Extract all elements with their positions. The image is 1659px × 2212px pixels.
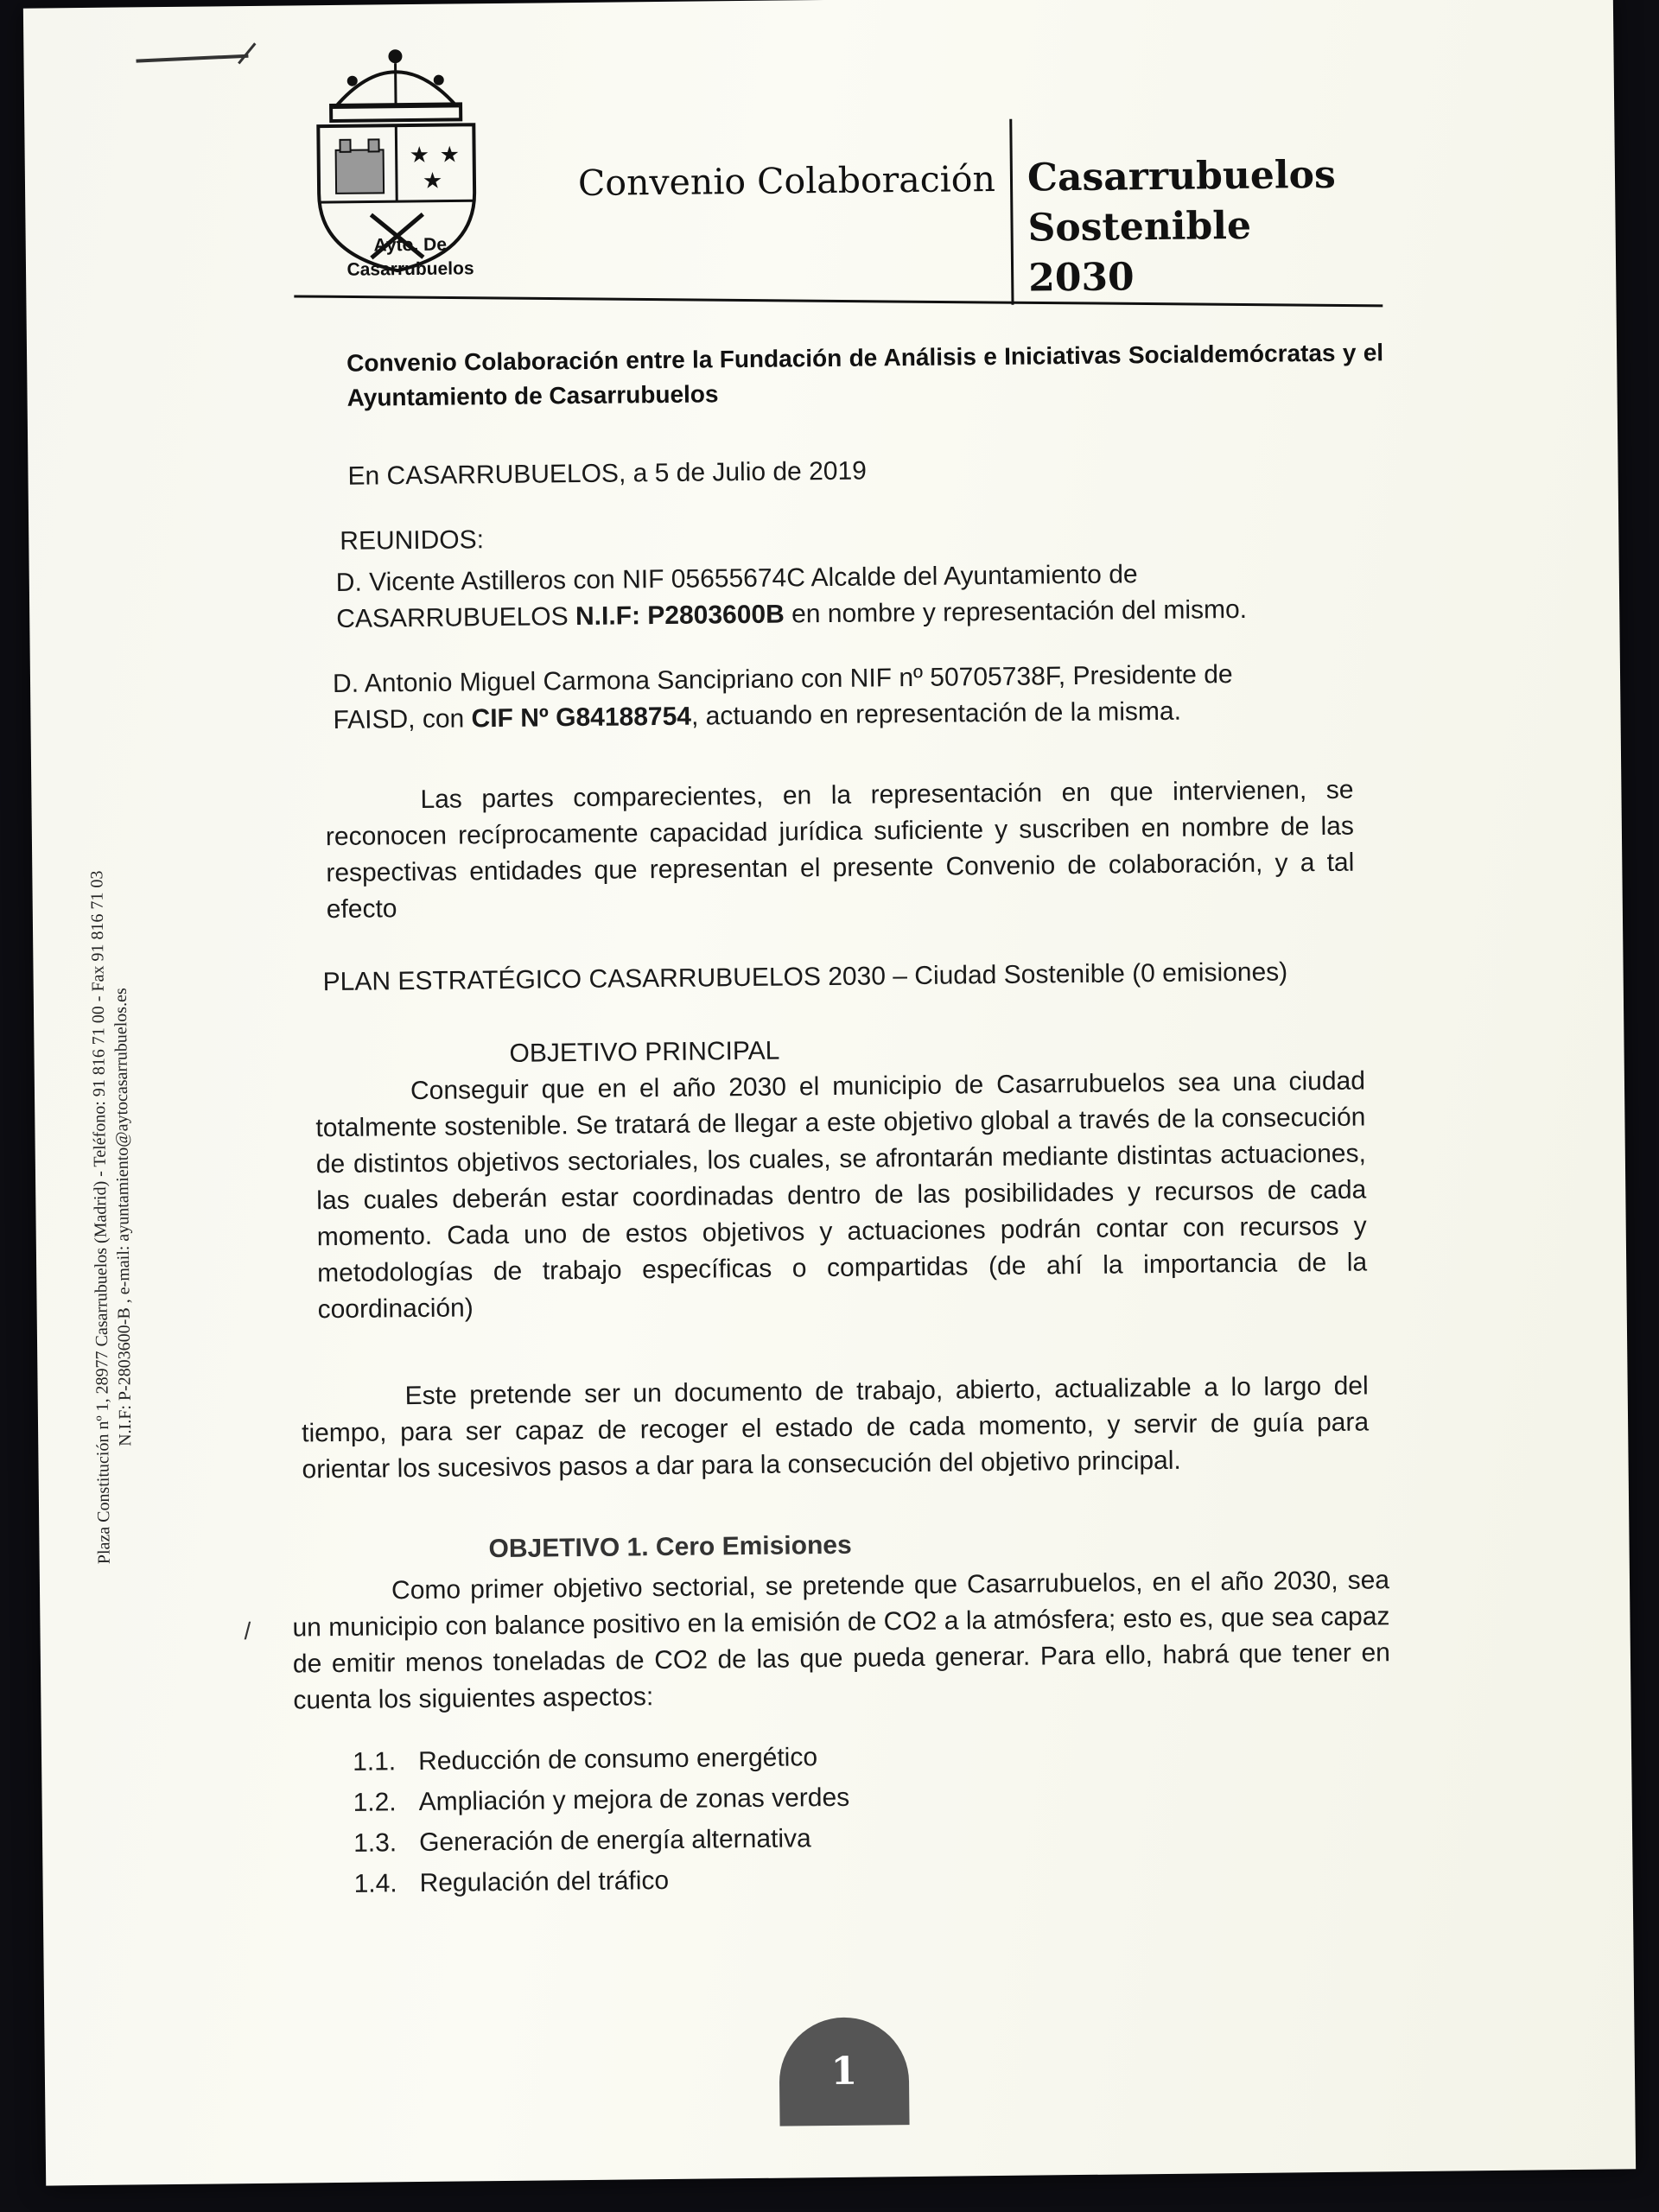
list-item <box>353 1818 850 1864</box>
svg-text:★: ★ <box>409 141 430 168</box>
crest-label-line: Casarrubuelos <box>346 258 474 280</box>
side-contact-line: Plaza Constitución nº 1, 28977 Casarrubuelos (Madrid) - Teléfono: 91 816 71 00 - Fax 91 816 71 03 <box>87 870 114 1565</box>
paragraph-text: D. Vicente Astilleros con NIF 05655674C Alcalde del Ayuntamiento de CASARRUBUELOS <box>335 560 1138 633</box>
place-date: En CASARRUBUELOS, a 5 de Julio de 2019 <box>347 456 868 491</box>
paragraph-presidente <box>333 656 1319 739</box>
svg-text:★: ★ <box>439 141 461 168</box>
list-item <box>353 1859 850 1904</box>
paragraph-text: en nombre y representación del mismo. <box>784 594 1248 629</box>
objetivo1-heading: OBJETIVO 1. Cero Emisiones <box>488 1530 852 1564</box>
header-project-line: Sostenible <box>1027 203 1252 251</box>
header-project-line: Casarrubuelos <box>1027 152 1336 200</box>
header-title: Convenio Colaboración <box>577 157 996 204</box>
nif-value: N.I.F: P2803600B <box>575 600 785 632</box>
list-item-number: 1.4. <box>353 1869 397 1898</box>
pen-mark <box>136 54 248 63</box>
reunidos-heading: REUNIDOS: <box>340 525 485 556</box>
pen-mark <box>238 42 267 73</box>
list-item-text: Reducción de consumo energético <box>417 1743 818 1777</box>
list-item-text: Regulación del tráfico <box>419 1866 670 1898</box>
page-number-badge: 1 <box>779 2017 909 2126</box>
cif-value: CIF Nº G84188754 <box>471 702 692 734</box>
list-item-number: 1.1. <box>352 1747 397 1777</box>
document-page <box>23 0 1636 2186</box>
list-item-number: 1.3. <box>353 1828 397 1858</box>
plan-heading: PLAN ESTRATÉGICO CASARRUBUELOS 2030 – Ciudad Sostenible (0 emisiones) <box>322 957 1288 997</box>
header-project-name <box>1027 150 1338 304</box>
list-item-text: Ampliación y mejora de zonas verdes <box>418 1783 850 1817</box>
list-item-text: Generación de energía alternativa <box>418 1824 811 1858</box>
side-contact-line: N.I.F: P-2803600-B , e-mail: ayuntamiento@aytocasarrubuelos.es <box>111 988 136 1446</box>
list-item <box>353 1777 849 1823</box>
side-contact-info <box>85 733 140 1700</box>
paragraph-partes: Las partes comparecientes, en la representación en que intervienen, se reconocen recíprocamente capacidad jurídica suficiente y suscriben en nombre de las respectivas entidades que representan el presente Convenio de colaboración, y a tal efecto <box>325 775 1355 925</box>
paragraph-objetivo1: Como primer objetivo sectorial, se pretende que Casarrubuelos, en el año 2030, sea un municipio con balance positivo en la emisión de CO2 a la atmósfera; esto es, que sea capaz de emitir menos toneladas de CO2 de las que pueda generar. Para ello, habrá que tener en cuenta los siguientes aspectos: <box>292 1566 1391 1715</box>
list-item <box>353 1737 849 1783</box>
paragraph-text: , actuando en representación de la misma. <box>690 696 1182 731</box>
svg-text:★: ★ <box>422 167 443 194</box>
crest-label-line: Ayto. De <box>373 234 448 256</box>
document-title: Convenio Colaboración entre la Fundación de Análisis e Iniciativas Socialdemócratas y el Ayuntamiento de Casarrubuelos <box>346 339 1384 411</box>
crest-label <box>311 232 511 283</box>
objetivo-principal-heading: OBJETIVO PRINCIPAL <box>509 1036 780 1068</box>
pen-mark: / <box>244 1618 251 1645</box>
header-divider <box>1009 119 1014 305</box>
paragraph-objetivo-principal: Conseguir que en el año 2030 el municipio de Casarrubuelos sea una ciudad totalmente sostenible. Se tratará de llegar a este objetivo global a través de la consecución de distintos objetivos sectoriales, los cuales, se afrontarán mediante distintas actuaciones, las cuales deberán estar coordinadas dentro de las posibilidades y recursos de cada momento. Cada uno de estos objetivos y actuaciones podrán contar con recursos y metodologías de trabajo específicas o compartidas (de ahí la importancia de la coordinación) <box>315 1066 1368 1325</box>
paragraph-alcalde <box>336 555 1305 638</box>
aspects-list <box>353 1737 851 1904</box>
list-item-number: 1.2. <box>353 1788 397 1817</box>
paragraph-text: D. Antonio Miguel Carmona Sancipriano con NIF nº 50705738F, Presidente de FAISD, con <box>332 660 1233 734</box>
header-project-line: 2030 <box>1027 255 1135 301</box>
paragraph-documento-trabajo: Este pretende ser un documento de trabajo, abierto, actualizable a lo largo del tiempo, para ser capaz de recoger el estado de cada momento, y servir de guía para orientar los sucesivos pasos a dar para la consecución del objetivo principal. <box>301 1371 1370 1484</box>
